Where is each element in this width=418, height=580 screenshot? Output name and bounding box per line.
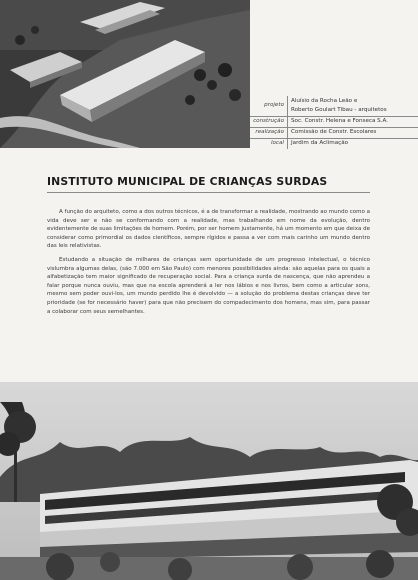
paragraph: Estudando a situação de milhares de crianças sem oportunidade de um progresso intelectual, o técnico vislumbra algumas delas, (são 7.000 em São Paulo) com menores possibilidades ainda: são aquelas para os quais a alfabetização tem maior significado de recuperação social. Para a criança surda de nascença, que não aprendeu a falar porque nunca ouviu, mas que na escola aprenderá a ler nos lábios e nos livros, bem como a articular sons, mesmo sem poder ouvi-los, um mundo perdido lhe é devolvido — a solução do problema destas crianças deve ter prioridade (se for necessário haver) para que não precisem do compadecimento dos homens, mas sim, para passar a colaborar com seus semelhantes. — [47, 256, 370, 315]
model-aerial-photo — [0, 0, 250, 148]
credit-label: construção — [253, 118, 284, 125]
building-image — [0, 382, 418, 580]
model-aerial-image — [0, 0, 250, 148]
credit-row-local — [250, 139, 418, 149]
project-credits — [250, 96, 418, 149]
credit-label: realização — [255, 129, 284, 136]
credit-row-construcao — [250, 117, 418, 128]
credit-value: Comissão de Constr. Escolares — [287, 128, 418, 138]
credit-row-realizacao — [250, 128, 418, 139]
article-headline: INSTITUTO MUNICIPAL DE CRIANÇAS SURDAS — [47, 175, 328, 188]
credit-value: Soc. Constr. Helena e Fonseca S.A. — [287, 117, 418, 127]
credit-label: projeto — [264, 102, 284, 109]
paragraph: A função do arquiteto, como a dos outros técnicos, é a de transformar a realidade, mostrando ao mundo como a vida deve ser e não se conformando com a realidade, mas trabalhando em nome da evolução, dentro evidentemente de suas limitações de homem. Porém, por ser homem justamente, há um momento em que deixa de considerar como primordial os dados científicos, sempre rígidos e passa a ver com mais carinho um mundo dentro das leis relativistas. — [47, 209, 370, 250]
building-photo — [0, 382, 418, 580]
credit-value: Aluísio da Rocha Leão e Roberto Goulart Tibau - arquitetos — [287, 96, 418, 116]
credit-label: local — [270, 140, 284, 147]
headline-rule — [47, 192, 370, 193]
article-body — [47, 208, 370, 321]
credit-value: Jardim da Aclimação — [287, 139, 418, 149]
credit-row-projeto — [250, 96, 418, 117]
